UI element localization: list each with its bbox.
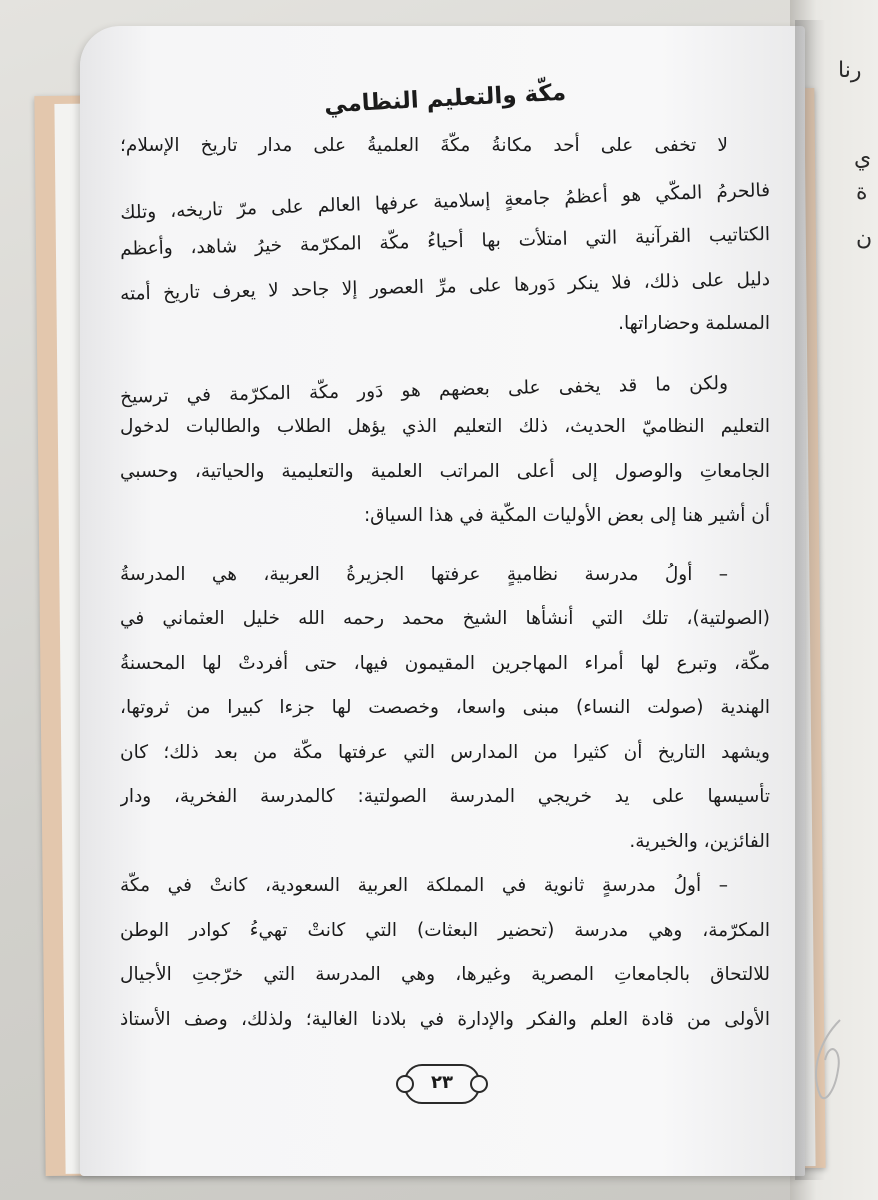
text-line: تأسيسها على يد خريجي المدرسة الصولتية: كالمدرسة الفخرية، ودار xyxy=(120,786,770,807)
text-line: الأولى من قادة العلم والفكر والإدارة في بلادنا الغالية؛ ولذلك، وصف الأستاذ xyxy=(120,1008,770,1030)
text-line: ولكن ما قد يخفى على بعضهم هو دَور مكّة المكرّمة في ترسيخ xyxy=(119,372,729,408)
paragraph-1 xyxy=(120,124,770,347)
text-line: الجامعاتِ والوصول إلى أعلى المراتب العلمية والتعليمية والحياتية، وحسبي xyxy=(120,460,770,482)
page-number: ٢٣ xyxy=(431,1072,453,1093)
text-line: المكرّمة، وهي مدرسة (تحضير البعثات) التي كانتْ تهيءُ كوادر الوطن xyxy=(120,919,770,941)
text-line: للالتحاق بالجامعاتِ المصرية وغيرها، وهي المدرسة التي خرّجتِ الأجيال xyxy=(120,964,770,985)
page-number-ornament xyxy=(404,1064,480,1104)
paragraph-2 xyxy=(120,361,770,539)
adjacent-page-fragment: ة xyxy=(856,180,868,205)
adjacent-page-fragment: ن xyxy=(856,226,873,251)
adjacent-page-fragment: رنا xyxy=(838,58,862,83)
text-line: فالحرمُ المكّي هو أعظمُ جامعةٍ إسلامية عرفها العالم على مرّ تاريخه، وتلك xyxy=(120,179,771,224)
page-title: مكّة والتعليم النظامي xyxy=(323,79,567,119)
list-item-2 xyxy=(120,864,770,1042)
spine-shadow xyxy=(795,20,825,1180)
text-line: لا تخفى على أحد مكانةُ مكّةَ العلميةُ على مدار تاريخ الإسلام؛ xyxy=(120,135,728,156)
page-body xyxy=(120,80,770,1042)
text-line: الفائزين، والخيرية. xyxy=(629,830,770,852)
text-line: دليل على ذلك، فلا ينكر دَورها على مرِّ العصور إلا جاحد لا يعرف تاريخ أمته xyxy=(119,268,771,305)
text-line: المسلمة وحضاراتها. xyxy=(618,313,770,334)
text-line: الهندية (صولت النساء) مبنى واسعا، وخصصت لها جزءا كبيرا من ثروتها، xyxy=(120,697,770,718)
text-line: الكتاتيب القرآنية التي امتلأت بها أحياءُ مكّة المكرّمة خيرُ شاهد، وأعظم xyxy=(119,224,771,260)
text-line: التعليم النظاميّ الحديث، ذلك التعليم الذي يؤهل الطلاب والطالبات لدخول xyxy=(120,416,770,437)
text-line: أن أشير هنا إلى بعض الأوليات المكّية في هذا السياق: xyxy=(363,505,770,526)
text-line: – أولُ مدرسةٍ ثانوية في المملكة العربية السعودية، كانتْ في مكّة xyxy=(120,875,728,896)
text-line: ويشهد التاريخ أن كثيرا من المدارس التي عرفتها مكّة من بعد ذلك؛ كان xyxy=(120,741,770,763)
list-item-1 xyxy=(120,553,770,865)
pencil-scribble-icon xyxy=(800,1010,860,1110)
adjacent-page-fragment: ي xyxy=(854,146,872,171)
text-line: (الصولتية)، تلك التي أنشأها الشيخ محمد رحمه الله خليل العثماني في xyxy=(120,608,770,629)
text-line: مكّة، وتبرع لها أمراء المهاجرين المقيمون فيها، حتى أفردتْ لها المحسنةُ xyxy=(120,652,770,674)
text-line: – أولُ مدرسة نظاميةٍ عرفتها الجزيرةُ العربية، هي المدرسةُ xyxy=(120,563,728,585)
